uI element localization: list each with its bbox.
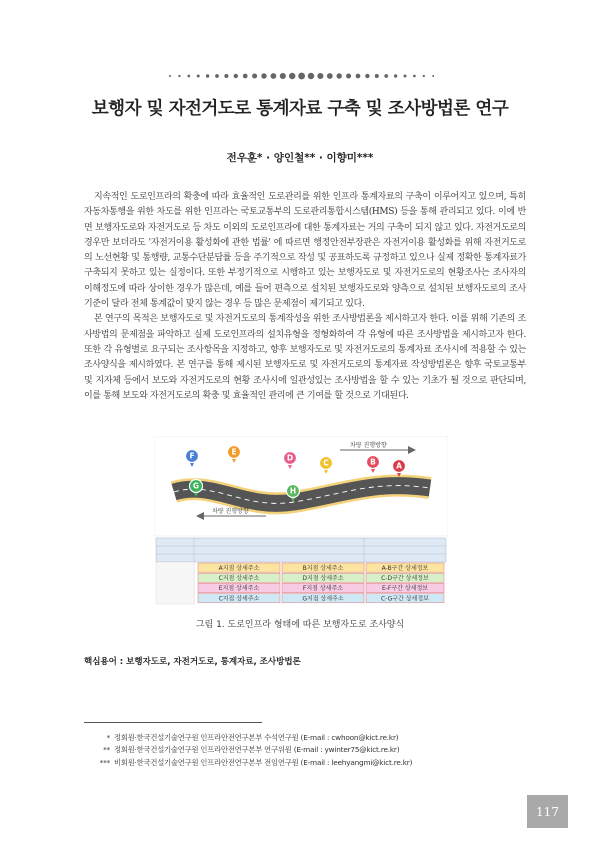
form-header-block: [156, 538, 446, 562]
abstract-body: [84, 190, 526, 404]
ornament-dot: [178, 75, 180, 77]
author-list: 전우훈* · 양인철** · 이향미***: [226, 152, 374, 164]
ornament-dot: [423, 75, 425, 77]
ornament-dot: [187, 75, 190, 78]
form-cell-text: A-B구간 상세정보: [381, 564, 429, 572]
ornament-dot: [289, 73, 295, 79]
figure-caption: 그림 1. 도로인프라 형태에 따른 보행자도로 조사양식: [195, 620, 405, 630]
figure-road-survey-form: [154, 436, 448, 606]
direction-top-label: 차량 진행방향: [350, 442, 387, 449]
ornament-dot: [252, 73, 257, 78]
ornament-dot: [197, 74, 200, 77]
footnotes: [84, 732, 524, 769]
form-cell-text: E-F구간 상세정보: [381, 585, 429, 593]
ornament-dot: [243, 74, 248, 79]
ornament-dot: [394, 74, 397, 77]
form-cell-text: C지점 상세주소: [218, 595, 260, 603]
form-cell-text: C지점 상세주소: [218, 575, 260, 582]
ornament-dot: [234, 74, 238, 78]
ornament-dot: [224, 74, 228, 78]
ornament-dot: [356, 74, 361, 79]
ornament-dot: [271, 73, 277, 79]
form-cell-text: F지점 상세주소: [302, 585, 344, 593]
location-pin-label: G: [192, 481, 200, 491]
paragraph-1: 지속적인 도로인프라의 확충에 따라 효율적인 도로관리를 위한 인프라 통계자료의 구축이 이루어지고 있으며, 특히 자동차통행을 위한 차도를 위한 인프라는 국토교통부의 도로관리통합시스템(HMS) 등을 통해 관리되고 있다. 이에 반면 보행자도로와 자전거도로 등 차도 이외의 도로인프라에 대한 통계자료는 거의 구축이 되지 않고 있다. 자전거도로의 경우만 보더라도 '자전거이용 활성화에 관한 법률' 에 따르면 행정안전부장관은 자전거이용 활성화를 위해 자전거도로의 노선현황 및 통행량, 교통수단분담률 등을 주기적으로 작성 및 공표하도록 규정하고 있으나 실제 정확한 통계자료가 구축되지 못하고 있는 실정이다. 또한 부정기적으로 시행하고 있는 보행자도로 및 자전거도로의 현황조사는 조사자의 이해정도에 따라 상이한 경우가 많은데, 예를 들어 편측으로 설치된 보행자도로와 양측으로 설치된 보행자도로의 조사기준이 달라 전체 통계값이 맞지 않는 경우 등 많은 문제점이 제기되고 있다.: [84, 192, 526, 310]
keywords: 핵심용어 : 보행자도로, 자전거도로, 통계자료, 조사방법론: [84, 657, 301, 667]
ornament-dot: [327, 73, 333, 79]
form-cell-text: G지점 상세주소: [302, 595, 344, 603]
form-cell-text: B지점 상세주소: [302, 564, 344, 572]
ornament-dot: [384, 74, 388, 78]
footnote-2: ** 정회원·한국건설기술연구원 인프라안전연구본부 연구위원 (E-mail : ywinter75@kict.re.kr): [103, 745, 400, 755]
footnote-rule: [84, 722, 262, 723]
page-number: 117: [527, 795, 568, 828]
ornament-dot: [206, 74, 209, 77]
ornament-dot: [298, 73, 305, 80]
ornament-dot: [413, 75, 416, 78]
ornament-dot: [308, 73, 314, 79]
ornament-dot: [169, 75, 171, 77]
location-pin-label: D: [286, 453, 294, 463]
form-cell-text: E지점 상세주소: [218, 585, 260, 593]
footnote-1: * 정회원·한국건설기술연구원 인프라안전연구본부 수석연구원 (E-mail : cwhoon@kict.re.kr): [106, 733, 399, 742]
ornament-dot: [317, 73, 323, 79]
ornament-dot: [280, 73, 286, 79]
ornament-dot: [403, 74, 406, 77]
ornament-dot: [215, 74, 219, 78]
header-dot-ornament: [166, 70, 434, 82]
location-pin-label: E: [231, 447, 237, 457]
ornament-dot: [346, 73, 351, 78]
form-cell-text: C-D구간 상세정보: [381, 575, 429, 582]
ornament-dot: [336, 73, 341, 78]
ornament-dot: [375, 74, 379, 78]
location-pin-label: C: [323, 458, 329, 468]
paragraph-2: 본 연구의 목적은 보행자도로 및 자전거도로의 통계작성을 위한 조사방법론을 제시하고자 한다. 이를 위해 기존의 조사방법의 문제점을 파악하고 실제 도로인프라의 설치유형을 정형화하여 각 유형에 따른 조사방법을 제시하고자 한다. 또한 각 유형별로 요구되는 조사항목을 지정하고, 향후 보행자도로 및 자전거도로의 통계자료 조사시에 적용할 수 있는 조사양식을 제시하였다. 본 연구를 통해 제시된 보행자도로 및 자전거도로의 통계자료 작성방법론은 향후 국토교통부 및 지자체 등에서 보도와 자전거도로의 현황 조사시에 일관성있는 조사방법을 할 수 있는 기초가 될 것으로 판단되며, 이를 통해 보도와 자전거도로의 확충 및 효율적인 관리에 큰 기여를 할 것으로 기대된다.: [84, 314, 526, 401]
form-cell-text: A지점 상세주소: [218, 564, 260, 572]
paper-title: 보행자 및 자전거도로 통계자료 구축 및 조사방법론 연구: [91, 99, 509, 119]
location-pin-label: A: [396, 461, 402, 471]
form-cell-text: C-G구간 상세정보: [381, 595, 429, 603]
location-pin-label: B: [370, 457, 376, 467]
location-pin-label: F: [189, 451, 195, 461]
form-cell-text: D지점 상세주소: [302, 575, 344, 582]
ornament-dot: [432, 75, 434, 77]
direction-bottom-label: 차량 진행방향: [212, 508, 249, 515]
location-pin-label: H: [289, 486, 297, 496]
survey-form-table: [156, 538, 446, 604]
ornament-dot: [365, 74, 369, 78]
footnote-3: *** 비회원·한국건설기술연구원 인프라안전연구본부 전임연구원 (E-mail : leehyangmi@kict.re.kr): [99, 757, 413, 767]
ornament-dot: [261, 73, 266, 78]
